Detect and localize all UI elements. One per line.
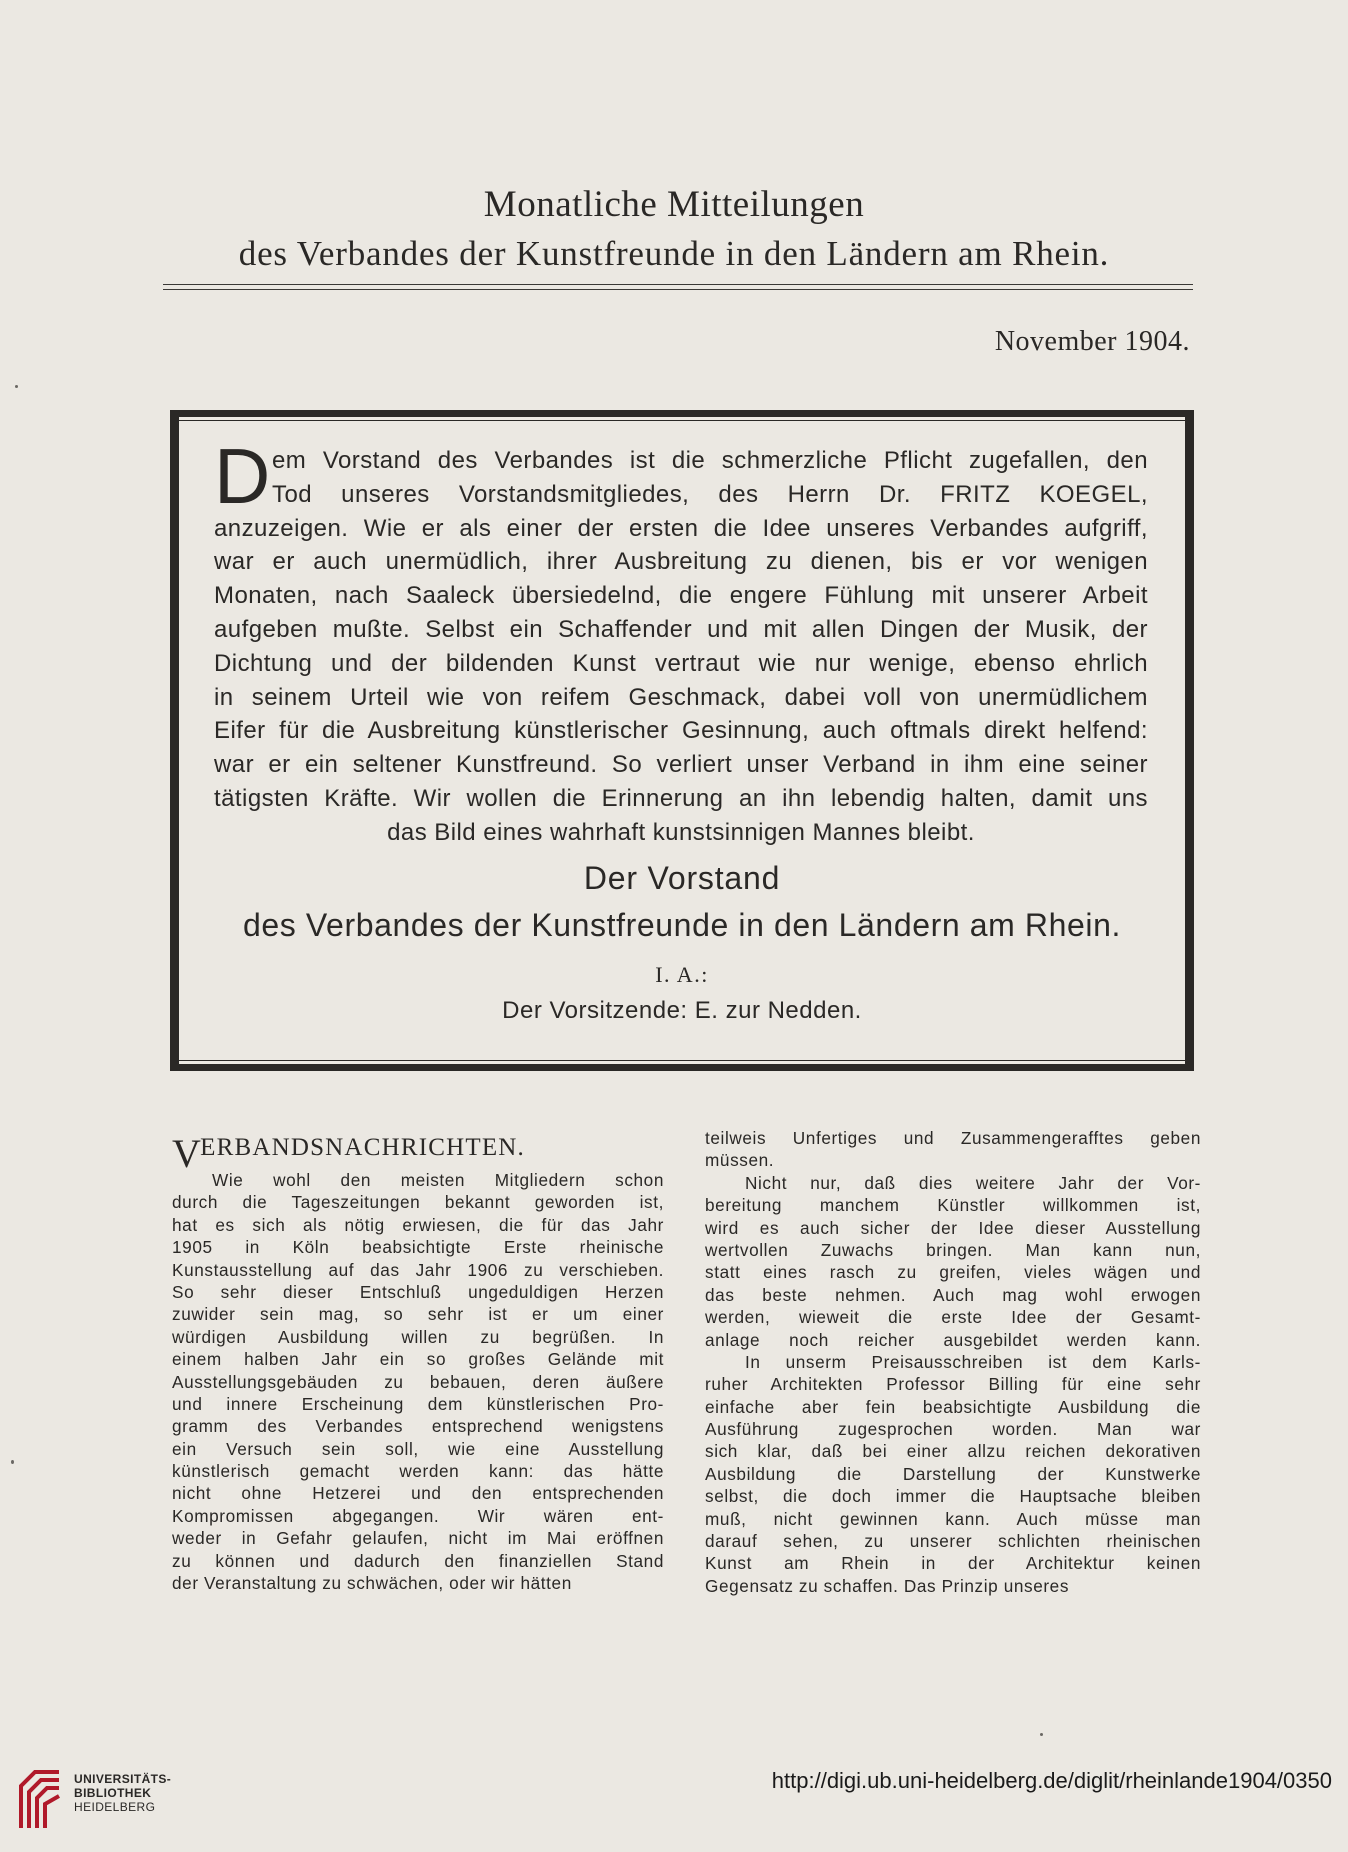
library-name-line: HEIDELBERG	[74, 1800, 156, 1814]
issue-date: November 1904.	[994, 326, 1190, 357]
article-line: müssen.	[705, 1150, 775, 1171]
obituary-notice	[214, 444, 1148, 850]
scan-speck	[11, 1460, 14, 1464]
article-line: ein Versuch sein soll, wie eine Ausstellung	[172, 1438, 664, 1459]
article-line: sich klar, daß bei einer allzu reichen dekorativen	[705, 1441, 1201, 1462]
library-name-line: BIBLIOTHEK	[74, 1786, 152, 1800]
heading-initial: V	[172, 1131, 203, 1176]
article-line: 1905 in Köln beabsichtigte Erste rheinische	[172, 1237, 664, 1258]
article-line: teilweis Unfertiges und Zusammengerafftes geben	[705, 1128, 1201, 1148]
article-line: würdigen Ausbildung willen zu begrüßen. In	[172, 1326, 664, 1347]
article-line: selbst, die doch immer die Hauptsache bleiben	[705, 1486, 1201, 1507]
article-line: zuwider sein mag, so sehr ist er um einer	[172, 1304, 664, 1325]
notice-line: das Bild eines wahrhaft kunstsinnigen Mannes bleibt.	[387, 818, 975, 846]
permalink-url[interactable]: http://digi.ub.uni-heidelberg.de/diglit/rheinlande1904/0350	[771, 1768, 1332, 1793]
article-line: gramm des Verbandes entsprechend wenigstens	[172, 1416, 664, 1437]
article-line: das beste nehmen. Auch mag wohl erwogen	[705, 1284, 1201, 1305]
notice-line: Monaten, nach Saaleck übersiedelnd, die engere Fühlung mit unserer Arbeit	[214, 582, 1148, 610]
article-line: Kunst am Rhein in der Architektur keinen	[705, 1553, 1201, 1574]
library-name	[74, 1772, 171, 1814]
article-line: der Veranstaltung zu schwächen, oder wir hätten	[172, 1573, 572, 1594]
signature-board: Der Vorstand	[583, 860, 781, 896]
article-line: zu können und dadurch den finanziellen Stand	[172, 1550, 664, 1571]
notice-line: tätigsten Kräfte. Wir wollen die Erinnerung an ihn lebendig halten, damit uns	[214, 784, 1148, 812]
notice-line: war er ein seltener Kunstfreund. So verliert unser Verband in ihm eine seiner	[214, 751, 1148, 779]
article-line: einem halben Jahr ein so großes Gelände mit	[172, 1349, 664, 1370]
scan-speck	[15, 385, 18, 388]
article-line: nicht ohne Hetzerei und den entsprechenden	[172, 1483, 664, 1504]
article-line: hat es sich als nötig erwiesen, die für das Jahr	[172, 1214, 664, 1235]
article-line: und innere Erscheinung dem künstlerischen Pro-	[172, 1393, 664, 1414]
frame-bottom-line	[170, 1060, 1194, 1061]
article-line: anlage noch reicher ausgebildet werden kann.	[705, 1329, 1201, 1350]
article-line: darauf sehen, zu unserer schlichten rheinischen	[705, 1531, 1201, 1552]
article-line: So sehr dieser Entschluß ungeduldigen Herzen	[172, 1281, 664, 1302]
article-line: Ausführung zugesprochen worden. Man war	[705, 1419, 1201, 1440]
library-logo-icon	[15, 1764, 65, 1834]
signature-chairman: Der Vorsitzende: E. zur Nedden.	[502, 997, 862, 1024]
notice-line: aufgeben mußte. Selbst ein Schaffender und mit allen Dingen der Musik, der	[214, 615, 1148, 643]
article-line: Kunstausstellung auf das Jahr 1906 zu verschieben.	[172, 1259, 664, 1280]
frame-bottom-bar	[170, 1064, 1194, 1071]
signature-ia: I. A.:	[655, 962, 709, 987]
notice-line: Dichtung und der bildenden Kunst vertraut wie nur wenige, ebenso ehrlich	[214, 649, 1148, 677]
article-line: weder in Gefahr gelaufen, nicht im Mai eröffnen	[172, 1528, 664, 1549]
article-line: durch die Tageszeitungen bekannt geworden ist,	[172, 1192, 664, 1213]
journal-title: Monatliche Mitteilungen	[483, 184, 865, 225]
notice-line: anzuzeigen. Wie er als einer der ersten die Idee unseres Verbandes aufgriff,	[214, 514, 1148, 542]
title-rule-top	[163, 284, 1193, 285]
scan-speck	[1040, 1733, 1043, 1736]
article-line: bereitung manchem Künstler willkommen ist,	[705, 1195, 1201, 1216]
article-line: statt eines rasch zu greifen, vieles wägen und	[705, 1262, 1201, 1283]
library-name-line: UNIVERSITÄTS-	[74, 1772, 172, 1786]
notice-line: war er auch unermüdlich, ihrer Ausbreitung zu dienen, bis er vor wenigen	[214, 548, 1148, 576]
article-line: Ausstellungsgebäuden zu bebauen, deren äußere	[172, 1371, 664, 1392]
title-rule-bottom	[163, 289, 1193, 290]
article-line: Nicht nur, daß dies weitere Jahr der Vor-	[745, 1172, 1201, 1193]
article-line: künstlerisch gemacht werden kann: das hätte	[172, 1461, 664, 1482]
heading-text: ERBANDSNACHRICHTEN.	[200, 1134, 525, 1161]
article-column-right	[705, 1127, 1201, 1597]
article-line: Wie wohl den meisten Mitgliedern schon	[212, 1170, 664, 1190]
article-line: Ausbildung die Darstellung der Kunstwerke	[705, 1463, 1201, 1484]
article-line: Gegensatz zu schaffen. Das Prinzip unseres	[705, 1575, 1070, 1596]
article-line: einfache aber fein beabsichtigte Ausbildung die	[705, 1396, 1201, 1417]
article-line: wertvollen Zuwachs bringen. Man kann nun,	[705, 1239, 1201, 1260]
article-column-left	[172, 1169, 664, 1594]
notice-line: Eifer für die Ausbreitung künstlerischer Gesinnung, auch oftmals direkt helfend:	[214, 717, 1148, 745]
article-line: In unserm Preisausschreiben ist dem Karls-	[745, 1351, 1201, 1372]
article-line: ruher Architekten Professor Billing für eine sehr	[705, 1374, 1201, 1395]
notice-line: Tod unseres Vorstandsmitgliedes, des Herrn Dr. FRITZ KOEGEL,	[272, 480, 1148, 508]
notice-line: em Vorstand des Verbandes ist die schmerzliche Pflicht zugefallen, den	[272, 447, 1148, 474]
article-line: Kompromissen abgegangen. Wir wären ent-	[172, 1505, 664, 1526]
notice-dropcap: D	[214, 432, 271, 520]
signature-association: des Verbandes der Kunstfreunde in den Ländern am Rhein.	[242, 907, 1122, 943]
article-line: muß, nicht gewinnen kann. Auch müsse man	[705, 1508, 1201, 1529]
article-line: werden, wieweit die erste Idee der Gesamt-	[705, 1307, 1201, 1328]
journal-subtitle: des Verbandes der Kunstfreunde in den Ländern am Rhein.	[238, 234, 1110, 273]
article-line: wird es auch sicher der Idee dieser Ausstellung	[705, 1217, 1201, 1238]
notice-line: in seinem Urteil wie von reifem Geschmack, dabei voll von unermüdlichem	[214, 683, 1148, 711]
